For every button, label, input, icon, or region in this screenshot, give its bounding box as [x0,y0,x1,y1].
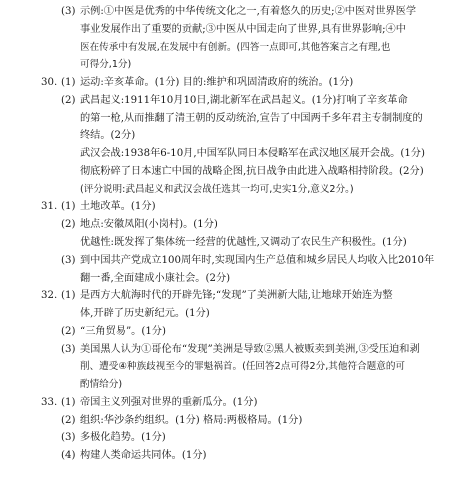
sub-label: (3) [61,343,76,355]
q31-part2-line2 [80,236,407,250]
answer-text: 翻一番,全面建成小康社会。(2分) [80,272,231,284]
q32-part3-line2 [80,360,405,374]
answer-text: 酌情给分) [80,379,123,391]
question-number: 31. [41,201,58,213]
answer-text: 的第一枪,从而推翻了清王朝的反动统治,宣告了中国两千多年君主专制制度的 [80,112,423,124]
sub-label: (2) [61,219,76,231]
q33-part3 [61,431,166,445]
answer-text: 武昌起义:1911年10月10日,湖北新军在武昌起义。(1分)打响了辛亥革命 [80,94,408,106]
answer-text: 削、遭受④种族歧视至今的罪魁祸首。(任回答2点可得2分,其他符合题意的可 [80,361,406,373]
answer-text: 优越性:既发挥了集体统一经营的优越性,又调动了农民生产积极性。(1分) [80,237,407,248]
q32-part1-line1 [41,289,393,303]
q31-part2-line1 [61,218,218,232]
q33-part1 [41,396,257,410]
answer-text: 彻底粉碎了日本速亡中国的战略企图,抗日战争由此进入战略相持阶段。(2分) [80,165,424,177]
sub-label: (2) [61,414,76,426]
answer-text: (评分说明:武昌起义和武汉会战任选其一均可,史实1分,意义2分。) [80,183,354,195]
q30-part2-line1 [61,94,408,108]
sub-label: (2) [61,325,76,337]
q32-part3-line1 [61,343,420,357]
question-number: 33. [41,396,58,408]
q30-part2-line4 [80,147,425,161]
q29-part3-line3 [80,41,390,55]
q30-part1 [41,76,353,90]
q29-part3-line4 [80,58,131,72]
answer-text: 示例:①中医是优秀的中华传统文化之一,有着悠久的历史;②中医对世界医学 [80,6,417,17]
q29-part3-line2 [80,23,406,37]
answer-text: 是西方大航海时代的开辟先锋;“发现”了美洲新大陆,让地球开始连为整 [80,290,393,302]
sub-label: (3) [61,254,76,266]
answer-text: 终结。(2分) [80,130,136,142]
answer-text: 构建人类命运共同体。(1分) [80,450,207,462]
q33-part2 [61,414,302,428]
answer-text: 医在传承中有发展,在发展中有创新。(四答一点即可,其他答案言之有理,也 [80,41,391,53]
sub-label: (1) [61,290,76,302]
answer-text: 事业发展作出了重要的贡献;③中医从中国走向了世界,具有世界影响;④中 [80,23,406,35]
answer-text: 美国黑人认为①哥伦布“发现”美洲是导致②黑人被贩卖到美洲,③受压迫和剥 [80,343,420,355]
q29-part3-line1 [61,5,416,19]
answer-text: 武汉会战:1938年6-10月,中国军队同日本侵略军在武汉地区展开会战。(1分) [80,148,425,160]
sub-label: (1) [61,77,76,89]
q30-scoring-note [80,183,354,197]
sub-label: (3) [61,432,76,444]
q30-part2-line5 [80,165,424,179]
answer-text: 可得分,1分) [80,59,132,71]
sub-label: (2) [61,94,76,106]
q32-part1-line2 [80,307,210,321]
q32-part2 [61,325,166,339]
q31-part3-line2 [80,272,230,286]
q30-part2-line3 [80,129,135,143]
answer-text: 地点:安徽凤阳(小岗村)。(1分) [80,219,218,231]
q31-part3-line1 [61,254,434,268]
q30-part2-line2 [80,112,423,126]
sub-label: (3) [61,6,76,17]
answer-text: 帝国主义列强对世界的重新瓜分。(1分) [80,396,258,408]
sub-label: (4) [61,450,76,462]
answer-text: 土地改革。(1分) [80,201,156,213]
question-number: 32. [41,290,58,302]
answer-text: 运动:辛亥革命。(1分) 目的:维护和巩固清政府的统治。(1分) [80,77,354,89]
answer-text: 体,开辟了历史新纪元。(1分) [80,308,210,320]
q31-part1 [41,200,156,214]
answer-text: 组织:华沙条约组织。(1分) 格局:两极格局。(1分) [80,414,303,426]
q33-part4 [61,449,207,463]
answer-text: 到中国共产党成立100周年时,实现国内生产总值和城乡居民人均收入比2010年 [80,254,435,266]
sub-label: (1) [61,396,76,408]
answer-text: 多极化趋势。(1分) [80,432,166,444]
answer-text: “三角贸易”。(1分) [80,325,166,337]
question-number: 30. [41,77,58,89]
q32-part3-line3 [80,378,122,392]
sub-label: (1) [61,201,76,213]
